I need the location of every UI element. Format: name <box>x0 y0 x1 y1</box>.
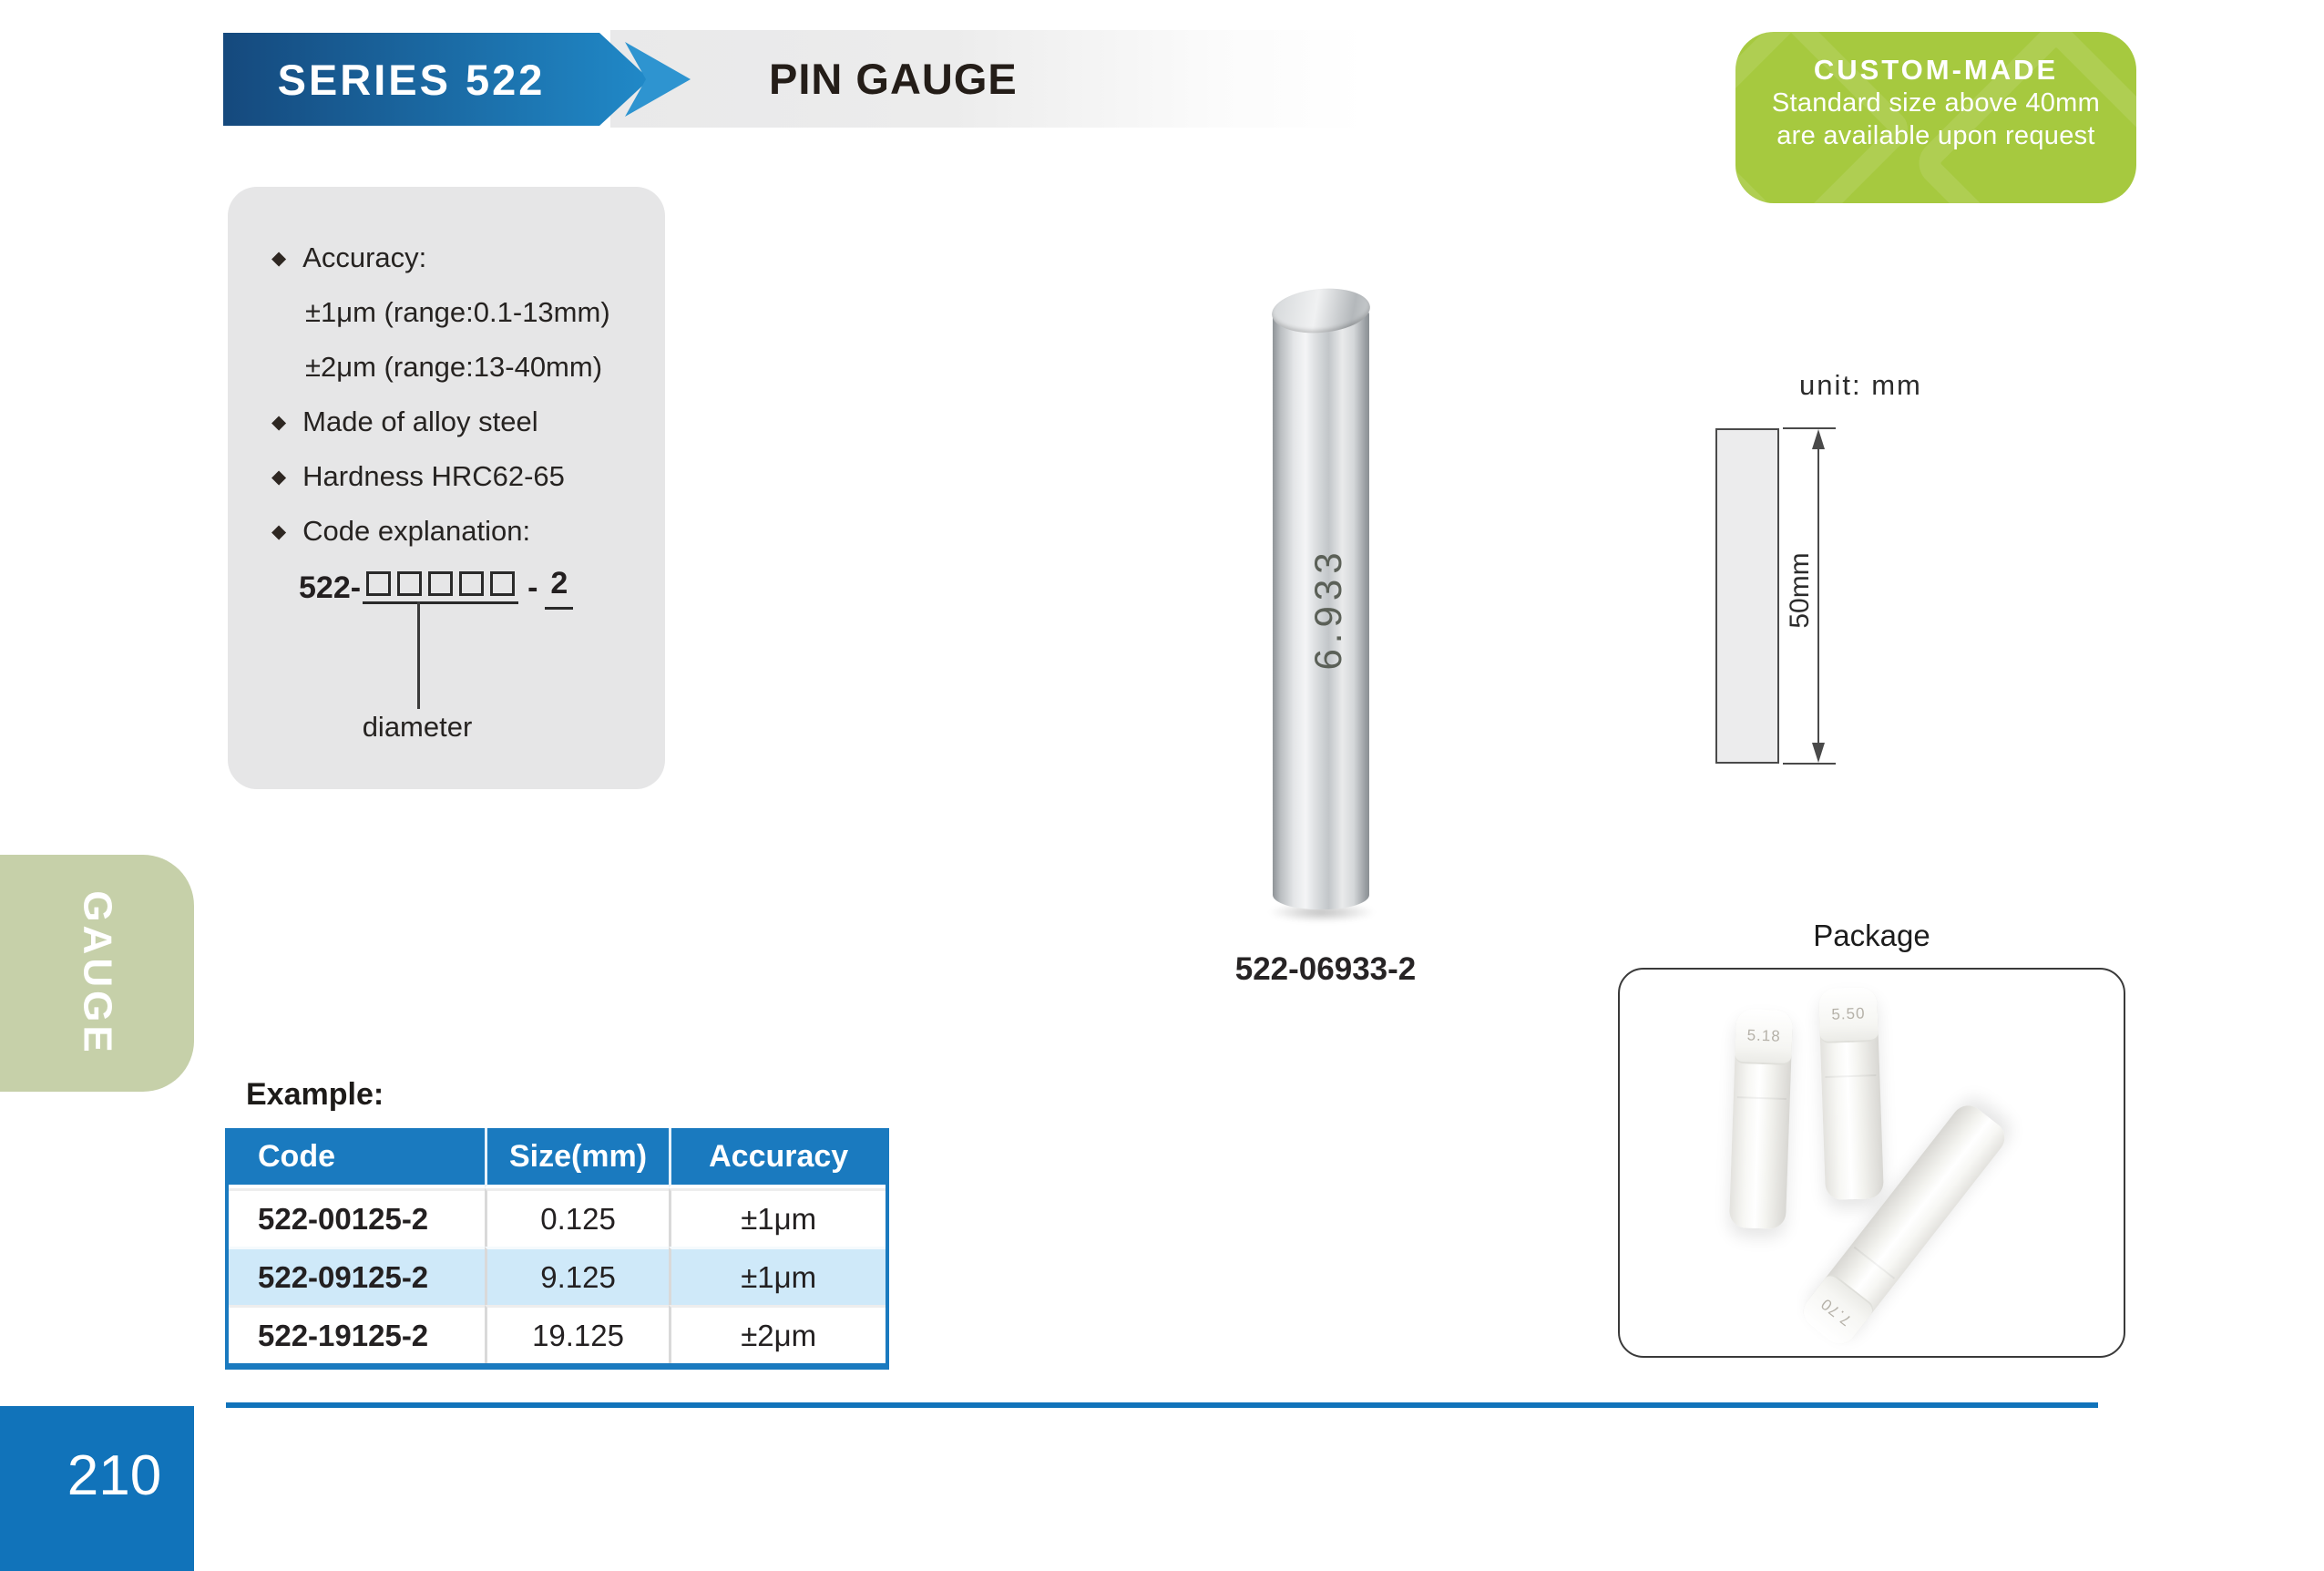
diamond-bullet-icon: ◆ <box>271 411 287 433</box>
column-header-code: Code <box>229 1128 485 1188</box>
diamond-bullet-icon: ◆ <box>271 520 287 542</box>
table-row <box>229 1188 886 1247</box>
feature-material <box>271 395 665 449</box>
table-row <box>229 1305 886 1363</box>
table-header-row <box>229 1128 886 1188</box>
feature-accuracy <box>271 231 665 285</box>
feature-code-explanation <box>271 504 665 559</box>
unit-label: unit: mm <box>1799 369 1922 401</box>
feature-text: ±2μm (range:13-40mm) <box>305 351 603 383</box>
sidebar-tab-gauge <box>0 855 194 1092</box>
cell-accuracy: ±2μm <box>669 1305 886 1363</box>
code-dash: - <box>527 570 538 605</box>
cell-code: 522-09125-2 <box>229 1247 485 1305</box>
diamond-bullet-icon: ◆ <box>271 466 287 488</box>
arrow-up-icon <box>1812 429 1825 449</box>
code-digit-box <box>490 571 515 596</box>
feature-text: Hardness HRC62-65 <box>302 460 565 492</box>
cell-code: 522-00125-2 <box>229 1188 485 1247</box>
tube-cap-label: 7.70 <box>1817 1294 1855 1330</box>
pin-engraved-size: 6.933 <box>1306 547 1349 671</box>
feature-text: Accuracy: <box>302 241 427 273</box>
code-digit-box <box>397 571 422 596</box>
cell-accuracy: ±1μm <box>669 1247 886 1305</box>
custom-made-badge <box>1735 32 2136 203</box>
package-tube <box>1818 987 1884 1200</box>
cell-size: 0.125 <box>485 1188 670 1247</box>
table-row <box>229 1247 886 1305</box>
package-title: Package <box>1813 919 1930 952</box>
diamond-bullet-icon: ◆ <box>271 247 287 269</box>
page-number: 210 <box>67 1444 162 1507</box>
arrow-down-icon <box>1812 743 1825 763</box>
features-box <box>228 187 665 789</box>
pin-outline-drawing <box>1715 428 1779 764</box>
badge-line-1: Standard size above 40mm <box>1771 88 2101 118</box>
page-number-box <box>0 1406 194 1571</box>
page-title: PIN GAUGE <box>769 55 1018 103</box>
tube-cap-label: 5.50 <box>1831 1004 1866 1023</box>
code-digit-box <box>366 571 391 596</box>
example-heading: Example: <box>246 1077 384 1112</box>
example-table <box>225 1128 889 1370</box>
tube-cap <box>1735 1009 1793 1065</box>
code-digit-boxes <box>363 571 518 604</box>
tube-cap <box>1797 1271 1876 1350</box>
pin-code-label: 522-06933-2 <box>1234 951 1417 987</box>
tube-cap <box>1818 987 1879 1043</box>
feature-accuracy-range-1 <box>305 285 665 340</box>
dimension-line <box>1817 436 1819 756</box>
package-photo-box <box>1618 968 2125 1358</box>
code-digit-box <box>428 571 453 596</box>
diameter-callout-label: diameter <box>362 711 473 743</box>
cell-size: 19.125 <box>485 1305 670 1363</box>
footer-divider-line <box>226 1402 2098 1408</box>
feature-hardness <box>271 449 665 504</box>
tube-seam <box>1854 1247 1896 1279</box>
column-header-accuracy: Accuracy <box>669 1128 886 1188</box>
feature-text: Made of alloy steel <box>302 406 538 437</box>
code-callout-line <box>417 601 420 709</box>
package-tube <box>1729 1009 1793 1229</box>
cell-size: 9.125 <box>485 1247 670 1305</box>
dimension-label: 50mm <box>1785 552 1815 629</box>
tube-cap-label: 5.18 <box>1746 1026 1782 1045</box>
feature-text: ±1μm (range:0.1-13mm) <box>305 296 610 328</box>
code-prefix: 522- <box>299 570 362 605</box>
tube-seam <box>1737 1096 1787 1100</box>
cell-code: 522-19125-2 <box>229 1305 485 1363</box>
extension-line-top <box>1783 427 1836 429</box>
code-pattern <box>299 566 665 610</box>
cell-accuracy: ±1μm <box>669 1188 886 1247</box>
code-suffix: 2 <box>545 566 573 610</box>
code-digit-box <box>459 571 484 596</box>
tube-seam <box>1825 1074 1876 1078</box>
extension-line-bottom <box>1783 763 1836 765</box>
feature-accuracy-range-2 <box>305 340 665 395</box>
badge-title: CUSTOM-MADE <box>1813 54 2059 86</box>
sidebar-tab-label: GAUGE <box>75 890 120 1056</box>
series-label: SERIES 522 <box>277 55 546 104</box>
column-header-size: Size(mm) <box>485 1128 670 1188</box>
feature-text: Code explanation: <box>302 515 531 547</box>
badge-line-2: are available upon request <box>1776 121 2095 150</box>
